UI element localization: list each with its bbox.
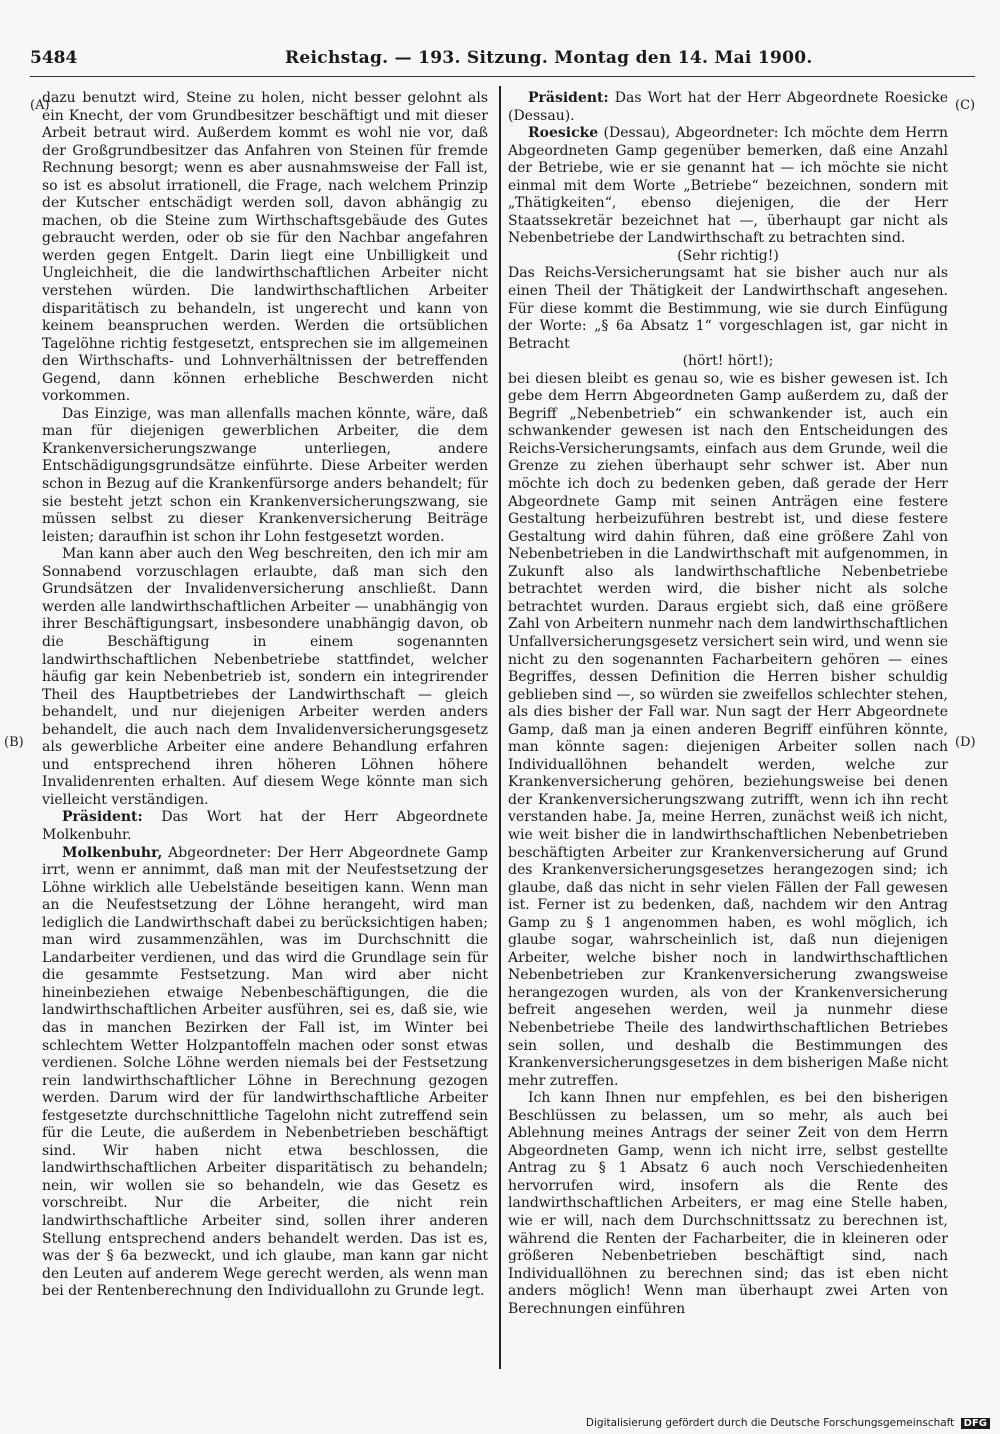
speaker-paragraph: Präsident: Das Wort hat der Herr Abgeordnete Molkenbuhr.	[42, 809, 488, 843]
margin-mark-d: (D)	[955, 735, 976, 750]
speaker-paragraph: Präsident: Das Wort hat der Herr Abgeordnete Roesicke (Dessau).	[508, 90, 948, 124]
paragraph: Das Einzige, was man allenfalls machen könnte, wäre, daß man für diejenigen gewerblichen Arbeiter, die dem Krankenversicherungszwange unterliegen, andere Entschädigungsgrundsätze einführte. Diese Arbeiter werden schon in Bezug auf die Krankenfürsorge anders behandelt; für sie besteht jetzt schon ein Krankenversicherungszwang, sie müssen selbst zu dieser Krankenversicherung Beiträge leisten; daraufhin ist schon ihr Lohn festgesetzt worden.	[42, 405, 488, 545]
paragraph: Man kann aber auch den Weg beschreiten, den ich mir am Sonnabend vorzuschlagen erlaubte, daß man sich den Grundsätzen der Invalidenversicherung anschließt. Dann werden alle landwirthschaftlichen Arbeiter — unabhängig von ihrer Beschäftigungsart, insbesondere unabhängig davon, ob die Beschäftigung in einem sogenannten landwirthschaftlichen Nebenbetriebe stattfindet, welcher häufig gar kein Nebenbetrieb ist, sondern ein integrirender Theil des Hauptbetriebes der Landwirthschaft — gleich behandelt, und nur diejenigen Arbeiter werden anders behandelt, die auch nach dem Invalidenversicherungsgesetz als gewerbliche Arbeiter eine andere Behandlung erfahren und entsprechend ihren höheren Löhnen höhere Invalidenrenten erhalten. Auf diesem Wege könnte man sich vielleicht verständigen.	[42, 546, 488, 808]
dfg-logo: DFG	[961, 1418, 990, 1429]
column-divider	[499, 86, 501, 1369]
footer-text: Digitalisierung gefördert durch die Deutsche Forschungsgemeinschaft	[585, 1417, 955, 1429]
margin-mark-a: (A)	[30, 98, 50, 113]
paragraph: Das Reichs-Versicherungsamt hat sie bisher auch nur als einen Theil der Thätigkeit der Landwirthschaft angesehen. Für diese kommt die Bestimmung, wie sie durch Einfügung der Worte: „§ 6a Absatz 1“ vorgeschlagen ist, gar nicht in Betracht	[508, 265, 948, 352]
page-number: 5484	[30, 48, 78, 68]
digitization-footer	[586, 1417, 990, 1429]
speaker-name: Roesicke	[528, 125, 599, 142]
speaker-paragraph: Roesicke (Dessau), Abgeordneter: Ich möchte dem Herrn Abgeordneten Gamp gegenüber bemerken, daß eine Anzahl der Betriebe, wie er sie genannt hat — ich möchte sie nicht einmal mit dem Worte „Betriebe“ bezeichnen, sondern mit „Thätigkeiten“, ebenso diejenigen, die der Herr Staatssekretär bezeichnet hat —, überhaupt gar nicht als Nebenbetriebe der Landwirthschaft zu betrachten sind.	[508, 125, 948, 247]
speaker-name: Molkenbuhr,	[62, 844, 163, 861]
paragraph: dazu benutzt wird, Steine zu holen, nicht besser gelohnt als ein Knecht, der vom Grundbesitzer beschäftigt und mit dieser Arbeit betraut wird. Außerdem kommt es wohl nie vor, daß der Großgrundbesitzer das Anfahren von Steinen für fremde Rechnung besorgt; wenn es aber ausnahmsweise der Fall ist, so ist es absolut irrationell, die Frage, nach welchem Prinzip der Kutscher entschädigt werden soll, davon abhängig zu machen, ob die Steine zum Wirthschaftsgebäude des Gutes gebraucht werden, oder ob sie für den Nachbar angefahren werden gegen Entgelt. Darin liegt eine Unbilligkeit und Ungleichheit, die die landwirthschaftlichen Arbeiter nicht verstehen würden. Die landwirthschaftlichen Arbeiter disparitätisch zu behandeln, ist ungerecht und kann von keinem beanspruchen werden. Werden die ortsüblichen Tagelöhne richtig festgesetzt, entsprechen sie im allgemeinen den Wirthschafts- und Lohnverhältnissen der betreffenden Gegend, dann können erhebliche Beschwerden nicht vorkommen.	[42, 90, 488, 405]
margin-mark-b: (B)	[4, 735, 24, 750]
speaker-name: Präsident:	[62, 809, 143, 826]
paragraph: Ich kann Ihnen nur empfehlen, es bei den bisherigen Beschlüssen zu belassen, um so mehr, als auch bei Ablehnung meines Antrags der seiner Zeit von dem Herrn Abgeordneten Gamp, wenn ich nicht irre, selbst gestellte Antrag zu § 1 Absatz 6 auch noch Verschiedenheiten hervorrufen wird, insofern als die Rente des landwirthschaftlichen Arbeiters, er mag eine Stelle haben, wie er will, nach dem Durchschnittssatz zu berechnen ist, während die Renten der Facharbeiter, die in kleineren oder größeren Nebenbetrieben beschäftigt sind, nach Individuallöhnen zu berechnen sind; das ist eben nicht anders möglich! Wenn man überhaupt zwei Arten von Berechnungen einführen	[508, 1090, 948, 1317]
page-header	[30, 48, 995, 74]
speaker-paragraph: Molkenbuhr, Abgeordneter: Der Herr Abgeordnete Gamp irrt, wenn er annimmt, daß man mit der Neufestsetzung der Löhne wirklich alle Uebelstände beseitigen kann. Wenn man an die Neufestsetzung der Löhne herangeht, wird man lediglich die Landwirthschaft dabei zu berücksichtigen haben; man wird zusammenzählen, was im Durchschnitt die Landarbeiter verdienen, und das wird die Grundlage sein für die gesammte Festsetzung. Man wird aber nicht hineinbeziehen etwaige Nebenbeschäftigungen, die die landwirthschaftlichen Arbeiter ausführen, sei es, daß sie, wie das in manchen Bezirken der Fall ist, im Winter bei schlechtem Wetter Holzpantoffeln machen oder sonst etwas verdienen. Solche Löhne werden niemals bei der Festsetzung rein landwirthschaftlicher Löhne in Berechnung gezogen werden. Darum wird der für landwirthschaftliche Arbeiter festgesetzte durchschnittliche Tagelohn nicht zutreffend sein für die Leute, die außerdem in Nebenbetrieben beschäftigt sind. Wir haben nicht etwa beschlossen, die landwirthschaftlichen Arbeiter disparitätisch zu behandeln; nein, wir wollen sie so behandeln, wie das Gesetz es vorschreibt. Nur die Arbeiter, die nicht rein landwirthschaftliche Arbeiter sind, sollen ihrer anderen Stellung entsprechend anders behandelt werden. Das ist es, was der § 6a bezweckt, und ich glaube, man kann gar nicht den Leuten auf anderem Wege gerecht werden, als wenn man bei der Rentenberechnung den Individuallohn zu Grunde legt.	[42, 844, 488, 1300]
right-column	[508, 90, 948, 1318]
interjection: (hört! hört!);	[682, 353, 774, 370]
left-column	[42, 90, 488, 1301]
margin-mark-c: (C)	[955, 98, 976, 113]
paragraph: bei diesen bleibt es genau so, wie es bisher gewesen ist. Ich gebe dem Herrn Abgeordneten Gamp außerdem zu, daß der Begriff „Nebenbetrieb“ ein schwankender ist, auch ein schwankender gewesen ist nach den Entscheidungen des Reichs-Versicherungsamts, einfach aus dem Grunde, weil die Grenze zu ziehen überhaupt sehr schwer ist. Aber nun möchte ich doch zu bedenken geben, daß gerade der Herr Abgeordnete Gamp mit seinen Anträgen eine festere Gestaltung herbeizuführen bestrebt ist, und diese festere Gestaltung wird dahin führen, daß eine größere Zahl von Nebenbetrieben in die Landwirthschaft mit aufgenommen, in Zukunft also als landwirthschaftliche Nebenbetriebe betrachtet werden wird, die bisher nicht als solche betrachtet wurden. Daraus ergiebt sich, daß eine größere Zahl von Arbeitern nunmehr nach dem landwirthschaftlichen Unfallversicherungsgesetz versichert sein wird, und wenn sie nicht zu den sogenannten Facharbeitern gehören — eines Begriffes, dessen Definition die Herren bisher schuldig geblieben sind —, so würden sie zweifellos schlechter stehen, als dies bisher der Fall war. Nun sagt der Herr Abgeordnete Gamp, daß man ja einen anderen Begriff einführen könnte, man könnte sagen: diejenigen Arbeiter sollen nach Individuallöhnen behandelt werden, welche zur Krankenversicherung gehören, beziehungsweise bei denen der Krankenversicherungszwang zutrifft, wenn ich ihn recht verstanden habe. Ja, meine Herren, zunächst weiß ich nicht, wie weit bisher die in landwirthschaftlichen Nebenbetrieben beschäftigten Arbeiter zur Krankenversicherung auf Grund des Krankenversicherungsgesetzes herangezogen sind; ich glaube, daß das nicht in sehr vielen Fällen der Fall gewesen ist. Ferner ist zu bedenken, daß, nachdem wir den Antrag Gamp zu § 1 angenommen haben, es wohl möglich, ich glaube sogar, wahrscheinlich ist, daß nun diejenigen Arbeiter, welche bisher noch in landwirthschaftlichen Nebenbetrieben zur Krankenversicherung zwangsweise herangezogen wurden, als von der Krankenversicherung befreit angesehen werden, weil ja nunmehr diese Nebenbetriebe Theile des landwirthschaftlichen Betriebes sein sollen, und deshalb die Bestimmungen des Krankenversicherungsgesetzes in dem bisherigen Maße nicht mehr zutreffen.	[508, 370, 948, 1089]
speaker-name: Präsident:	[528, 90, 609, 106]
interjection: (Sehr richtig!)	[677, 247, 779, 264]
header-rule	[30, 76, 975, 77]
running-title: Reichstag. — 193. Sitzung. Montag den 14. Mai 1900.	[285, 48, 813, 68]
